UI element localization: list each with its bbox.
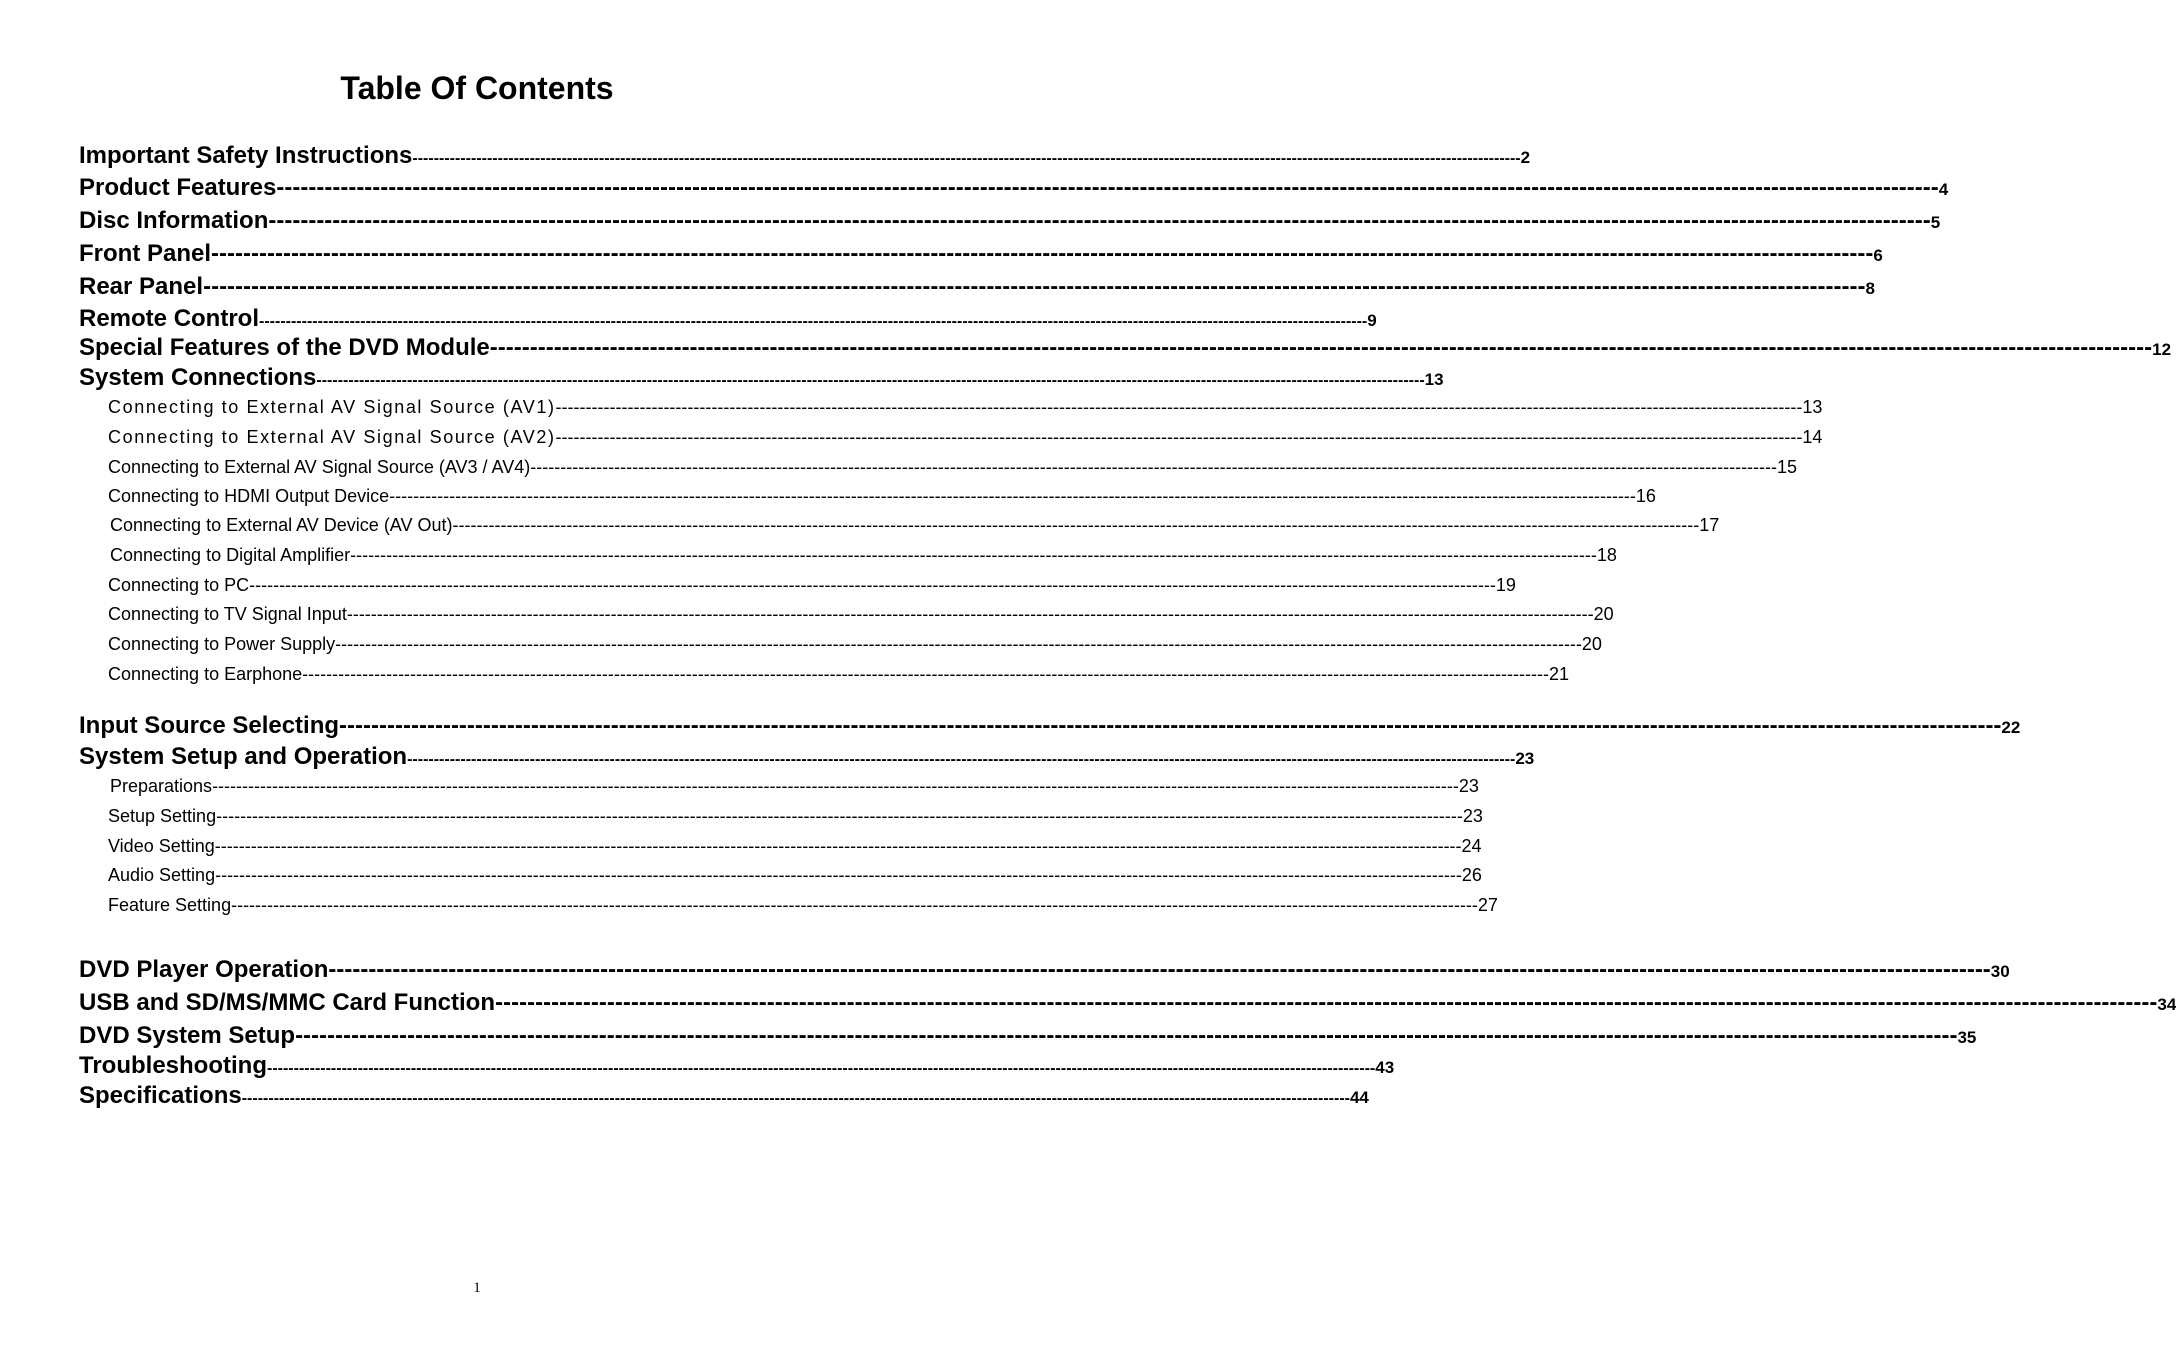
toc-entry-page: 16 [1635,486,1656,506]
toc-entry-label: Connecting to TV Signal Input [108,604,347,624]
toc-entry-product-features[interactable] [79,174,1949,204]
toc-entry-page: 30 [1990,962,2010,981]
dot-leader: ---------------------------------------------------------------------------------------------------------------------------------------------------------------------------------------------------------------- [211,240,1874,267]
toc-entry-page: 27 [1477,895,1498,915]
toc-entry-label: Remote Control [79,305,259,332]
toc-entry-label: Connecting to External AV Signal Source (AV2) [108,427,556,447]
toc-entry-page: 14 [1802,427,1823,447]
toc-entry-dvd-player-operation[interactable] [79,956,2010,986]
toc-entry-label: Connecting to Digital Amplifier [110,545,351,565]
dot-leader: ---------------------------------------------------------------------------------------------------------------------------------------------------------------------------------------------------------------- [203,273,1866,300]
dot-leader: ---------------------------------------------------------------------------------------------------------------------------------------------------------------------------------------------------------------- [555,397,1803,417]
dot-leader: ---------------------------------------------------------------------------------------------------------------------------------------------------------------------------------------------------------------- [335,634,1582,654]
dot-leader: ---------------------------------------------------------------------------------------------------------------------------------------------------------------------------------------------------------------- [266,1060,1376,1077]
toc-entry-page: 23 [1458,776,1479,796]
dot-leader: ---------------------------------------------------------------------------------------------------------------------------------------------------------------------------------------------------------------- [231,895,1478,915]
toc-subentry-power-supply[interactable] [108,634,1602,658]
dot-leader: ---------------------------------------------------------------------------------------------------------------------------------------------------------------------------------------------------------------- [530,457,1778,477]
toc-entry-label: Troubleshooting [79,1052,267,1079]
toc-entry-remote-control[interactable] [79,305,1377,335]
toc-entry-label: DVD Player Operation [79,956,329,983]
dot-leader: ---------------------------------------------------------------------------------------------------------------------------------------------------------------------------------------------------------------- [495,989,2158,1016]
dot-leader: ---------------------------------------------------------------------------------------------------------------------------------------------------------------------------------------------------------------- [346,604,1594,624]
toc-subentry-earphone[interactable] [108,664,1569,688]
toc-entry-input-source-selecting[interactable] [79,712,2021,742]
dot-leader: ---------------------------------------------------------------------------------------------------------------------------------------------------------------------------------------------------------------- [452,515,1700,535]
toc-entry-label: USB and SD/MS/MMC Card Function [79,989,495,1016]
toc-entry-label: Important Safety Instructions [79,142,413,169]
toc-entry-label: DVD System Setup [79,1022,296,1049]
dot-leader: ---------------------------------------------------------------------------------------------------------------------------------------------------------------------------------------------------------------- [214,836,1462,856]
toc-entry-label: Preparations [110,776,213,796]
toc-entry-label: Video Setting [108,836,215,856]
dot-leader: ---------------------------------------------------------------------------------------------------------------------------------------------------------------------------------------------------------------- [328,956,1991,983]
toc-entry-system-connections[interactable] [79,364,1444,394]
toc-entry-label: Specifications [79,1082,242,1109]
dot-leader: ---------------------------------------------------------------------------------------------------------------------------------------------------------------------------------------------------------------- [241,1090,1350,1107]
toc-entry-page: 2 [1520,148,1531,167]
toc-entry-rear-panel[interactable] [79,273,1875,303]
dot-leader: ---------------------------------------------------------------------------------------------------------------------------------------------------------------------------------------------------------------- [276,174,1939,201]
dot-leader: ---------------------------------------------------------------------------------------------------------------------------------------------------------------------------------------------------------------- [216,806,1463,826]
toc-entry-page: 20 [1581,634,1602,654]
toc-entry-page: 6 [1873,246,1883,265]
page-title: Table Of Contents [340,70,614,106]
toc-entry-disc-information[interactable] [79,207,1941,237]
toc-entry-usb-card-function[interactable] [79,989,2176,1019]
toc-entry-page: 4 [1938,180,1949,199]
toc-subentry-av3-av4[interactable] [108,457,1798,481]
toc-subentry-preparations[interactable] [110,776,1479,800]
dot-leader: ---------------------------------------------------------------------------------------------------------------------------------------------------------------------------------------------------------------- [295,1022,1958,1049]
toc-entry-label: Front Panel [79,240,212,267]
toc-entry-label: System Setup and Operation [79,743,408,770]
toc-entry-page: 8 [1865,279,1875,298]
dot-leader: ---------------------------------------------------------------------------------------------------------------------------------------------------------------------------------------------------------------- [339,712,2002,739]
toc-subentry-tv-signal-input[interactable] [108,604,1614,628]
toc-entry-label: Input Source Selecting [79,712,340,739]
toc-entry-page: 18 [1596,545,1617,565]
dot-leader: ---------------------------------------------------------------------------------------------------------------------------------------------------------------------------------------------------------------- [249,575,1496,595]
dot-leader: ---------------------------------------------------------------------------------------------------------------------------------------------------------------------------------------------------------------- [316,372,1425,389]
toc-subentry-video-setting[interactable] [108,836,1482,860]
toc-entry-page: 23 [1462,806,1483,826]
toc-entry-page: 24 [1461,836,1482,856]
toc-entry-label: Connecting to PC [108,575,250,595]
toc-entry-page: 5 [1930,213,1941,232]
toc-entry-page: 43 [1375,1058,1395,1077]
toc-entry-page: 23 [1515,749,1535,768]
toc-entry-front-panel[interactable] [79,240,1883,270]
toc-entry-page: 26 [1461,865,1482,885]
toc-entry-page: 13 [1424,370,1444,389]
toc-subentry-digital-amplifier[interactable] [110,545,1617,569]
dot-leader: ---------------------------------------------------------------------------------------------------------------------------------------------------------------------------------------------------------------- [350,545,1597,565]
toc-entry-specifications[interactable] [79,1082,1369,1112]
toc-entry-label: Connecting to External AV Signal Source (AV1) [108,397,556,417]
dot-leader: ---------------------------------------------------------------------------------------------------------------------------------------------------------------------------------------------------------------- [259,313,1368,330]
toc-entry-label: Connecting to HDMI Output Device [108,486,390,506]
toc-entry-label: Connecting to External AV Signal Source (AV3 / AV4) [108,457,531,477]
dot-leader: ---------------------------------------------------------------------------------------------------------------------------------------------------------------------------------------------------------------- [407,751,1516,768]
toc-entry-page: 21 [1548,664,1569,684]
dot-leader: ---------------------------------------------------------------------------------------------------------------------------------------------------------------------------------------------------------------- [489,334,2153,361]
toc-subentry-setup-setting[interactable] [108,806,1483,830]
toc-subentry-audio-setting[interactable] [108,865,1482,889]
toc-entry-label: Product Features [79,174,277,201]
dot-leader: ---------------------------------------------------------------------------------------------------------------------------------------------------------------------------------------------------------------- [212,776,1459,796]
toc-subentry-av-out[interactable] [110,515,1720,539]
toc-entry-label: Setup Setting [108,806,217,826]
dot-leader: ---------------------------------------------------------------------------------------------------------------------------------------------------------------------------------------------------------------- [412,150,1521,167]
toc-entry-page: 12 [2152,340,2172,359]
toc-entry-dvd-system-setup[interactable] [79,1022,1977,1052]
dot-leader: ---------------------------------------------------------------------------------------------------------------------------------------------------------------------------------------------------------------- [302,664,1549,684]
toc-subentry-av1[interactable] [108,397,1823,421]
toc-entry-page: 35 [1957,1028,1977,1047]
toc-subentry-feature-setting[interactable] [108,895,1498,919]
toc-entry-label: Rear Panel [79,273,204,300]
toc-entry-page: 22 [2001,718,2021,737]
dot-leader: ---------------------------------------------------------------------------------------------------------------------------------------------------------------------------------------------------------------- [215,865,1462,885]
toc-entry-page: 20 [1593,604,1614,624]
toc-entry-page: 34 [2157,995,2176,1014]
toc-entry-page: 9 [1367,311,1377,330]
dot-leader: ---------------------------------------------------------------------------------------------------------------------------------------------------------------------------------------------------------------- [555,427,1803,447]
toc-entry-label: Disc Information [79,207,269,234]
toc-entry-label: Connecting to Earphone [108,664,303,684]
toc-entry-troubleshooting[interactable] [79,1052,1395,1082]
toc-entry-system-setup-operation[interactable] [79,743,1535,773]
toc-entry-label: Connecting to Power Supply [108,634,336,654]
dot-leader: ---------------------------------------------------------------------------------------------------------------------------------------------------------------------------------------------------------------- [389,486,1636,506]
toc-entry-label: System Connections [79,364,317,391]
toc-entry-page: 15 [1777,457,1798,477]
toc-entry-special-features-dvd-module[interactable] [79,334,2172,364]
toc-entry-page: 13 [1802,397,1823,417]
toc-entry-label: Connecting to External AV Device (AV Out) [110,515,453,535]
toc-entry-page: 17 [1699,515,1720,535]
page-number: 1 [473,1280,481,1296]
toc-subentry-pc[interactable] [108,575,1516,599]
toc-entry-page: 44 [1349,1088,1369,1107]
dot-leader: ---------------------------------------------------------------------------------------------------------------------------------------------------------------------------------------------------------------- [268,207,1931,234]
toc-entry-label: Special Features of the DVD Module [79,334,490,361]
toc-subentry-av2[interactable] [108,427,1823,451]
toc-entry-page: 19 [1495,575,1516,595]
toc-entry-label: Audio Setting [108,865,216,885]
toc-subentry-hdmi[interactable] [108,486,1656,510]
toc-entry-important-safety-instructions[interactable] [79,142,1531,172]
toc-entry-label: Feature Setting [108,895,232,915]
